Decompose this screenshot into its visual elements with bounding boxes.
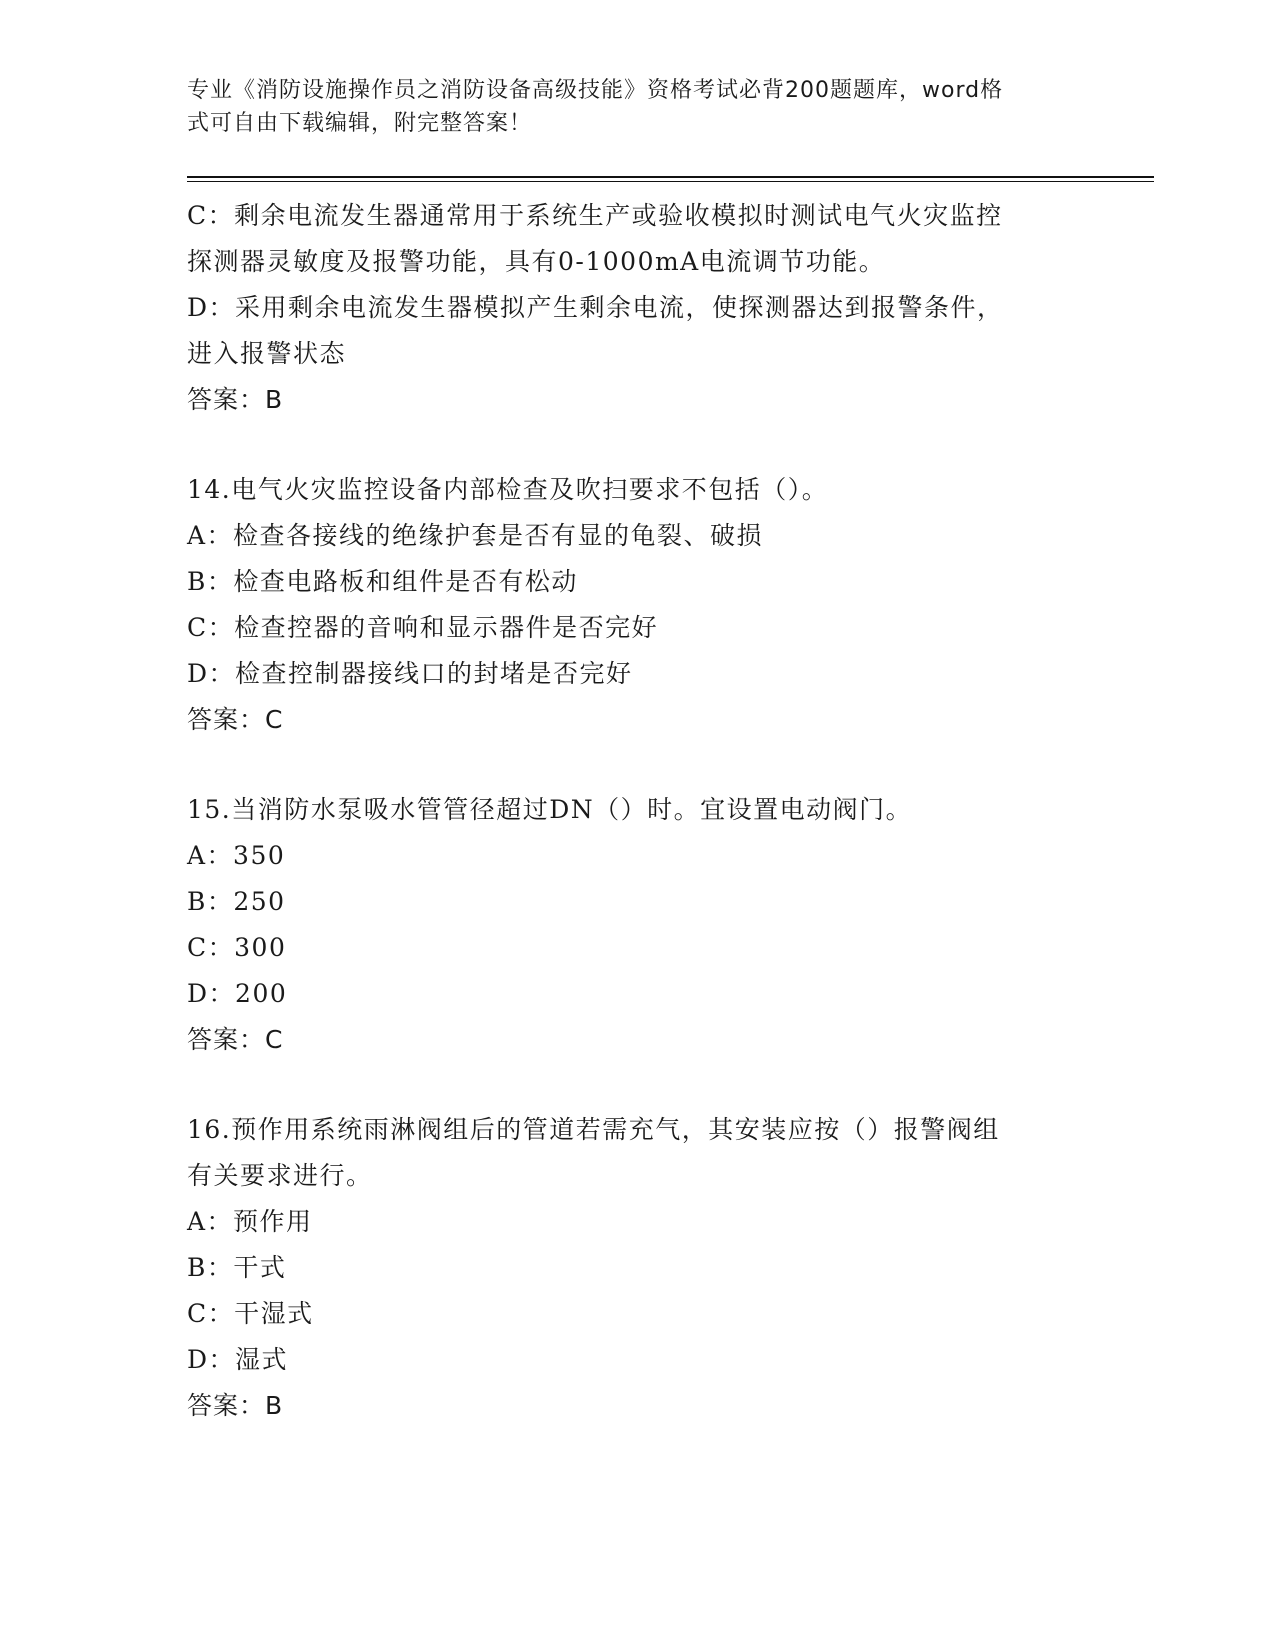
spacer [187,1063,1087,1107]
option-a: A：350 [187,841,286,870]
option-d-line-2: 进入报警状态 [187,339,347,368]
option-a: A：预作用 [187,1207,313,1236]
question-text-line-2: 有关要求进行。 [187,1161,373,1190]
option-c: C：干湿式 [187,1299,314,1328]
answer: 答案：C [187,1025,284,1054]
option-c: C：检查控器的音响和显示器件是否完好 [187,613,659,642]
option-d: D：湿式 [187,1345,289,1374]
question-text: 14.电气火灾监控设备内部检查及吹扫要求不包括（）。 [187,475,829,504]
answer: 答案：B [187,385,284,414]
option-a: A：检查各接线的绝缘护套是否有显的龟裂、破损 [187,521,764,550]
option-c-line-1: C：剩余电流发生器通常用于系统生产或验收模拟时测试电气火灾监控 [187,201,1003,230]
header-line-2: 式可自由下载编辑，附完整答案！ [187,111,533,136]
spacer [187,743,1087,787]
spacer [187,423,1087,467]
question-13-continued [187,193,1087,423]
option-c-line-2: 探测器灵敏度及报警功能，具有0-1000mA电流调节功能。 [187,247,886,276]
option-b: B：250 [187,887,286,916]
option-b: B：检查电路板和组件是否有松动 [187,567,578,596]
question-15 [187,787,1087,1063]
answer: 答案：B [187,1391,284,1420]
option-d: D：200 [187,979,288,1008]
question-text: 15.当消防水泵吸水管管径超过DN（）时。宜设置电动阀门。 [187,795,913,824]
header-line-1: 专业《消防设施操作员之消防设备高级技能》资格考试必背200题题库，word格 [187,78,1004,103]
page-header [187,74,1067,140]
question-16 [187,1107,1087,1429]
question-14 [187,467,1087,743]
option-b: B：干式 [187,1253,287,1282]
answer: 答案：C [187,705,284,734]
option-d: D：检查控制器接线口的封堵是否完好 [187,659,633,688]
option-c: C：300 [187,933,287,962]
question-list [187,193,1087,1429]
question-text-line-1: 16.预作用系统雨淋阀组后的管道若需充气，其安装应按（）报警阀组 [187,1115,1000,1144]
option-d-line-1: D：采用剩余电流发生器模拟产生剩余电流，使探测器达到报警条件， [187,293,1004,322]
header-divider [187,176,1154,182]
